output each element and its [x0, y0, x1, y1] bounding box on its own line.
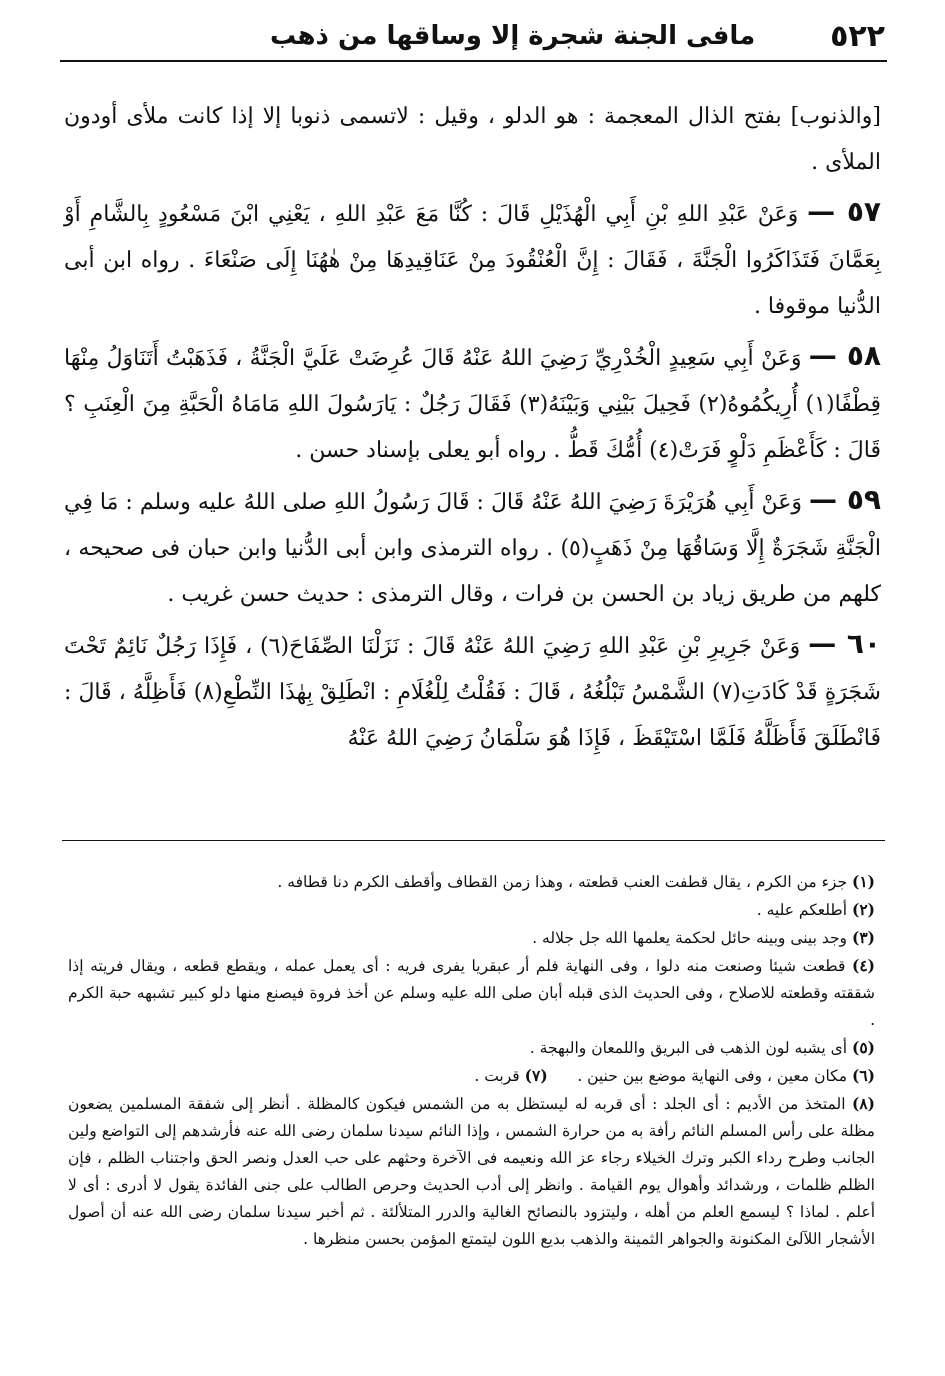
- footnote-text: وجد بينى وبينه حائل لحكمة يعلمها الله جل جلاله .: [532, 929, 848, 947]
- main-text: [64, 94, 881, 765]
- hadith-text: وَعَنْ أَبِي سَعِيدٍ الْخُدْرِيِّ رَضِيَ اللهُ عَنْهُ قَالَ عُرِضَتْ عَلَيَّ الْجَنَّةُ ، فَذَهَبْتُ أَتَنَاوَلُ مِنْهَا قِطْفًا(١) أُرِيكُمُوهُ(٢) فَحِيلَ بَيْنِي وَبَيْنَهُ(٣) فَقَالَ رَجُلٌ : يَارَسُولَ اللهِ مَامَاهُ الْحَبَّةِ مِنَ الْعِنَبِ ؟ قَالَ : كَأَعْظَمِ دَلْوٍ فَرَتْ(٤) أُمُّكَ قَطُّ . رواه أبو يعلى بإسناد حسن .: [64, 346, 881, 463]
- footnotes: [68, 868, 875, 1253]
- footnote-4: [68, 952, 875, 1034]
- footnote-number: (٧): [524, 1066, 548, 1085]
- footnote-text: مكان معين ، وفى النهاية موضع بين حنين .: [577, 1067, 848, 1085]
- hadith-number: ٥٨ —: [808, 339, 882, 372]
- hadith-text: وَعَنْ أَبِي هُرَيْرَةَ رَضِيَ اللهُ عَنْهُ قَالَ : قَالَ رَسُولُ اللهِ صلى اللهُ عليه وسلم : مَا فِي الْجَنَّةِ شَجَرَةٌ إِلَّا وَسَاقُهَا مِنْ ذَهَبٍ(٥) . رواه الترمذى وابن أبى الدُّنيا وابن حبان فى صحيحه ، كلهم من طريق زياد بن الحسن بن فرات ، وقال الترمذى : حديث حسن غريب .: [64, 490, 881, 607]
- footnote-number: (٨): [851, 1094, 875, 1113]
- footnote-text: أطلعكم عليه .: [756, 901, 848, 919]
- footnote-6-7: [68, 1062, 875, 1090]
- page-header: [60, 18, 885, 54]
- running-title: مافى الجنة شجرة إلا وساقها من ذهب: [270, 21, 756, 51]
- footnote-1: [68, 868, 875, 896]
- footnote-text: أى يشبه لون الذهب فى البريق واللمعان والبهجة .: [529, 1039, 848, 1057]
- footnote-text: المتخذ من الأديم : أى الجلد : أى قربه له ليستظل به من الشمس فيكون كالمظلة . أنظر إلى شفقة المسلمين يضعون مظلة على رأس المسلم النائم رأفة به من حرارة الشمس ، وإذا النائم سيدنا سلمان رضى الله عنه فأرشدهم إلى التواضع ولين الجانب وطرح رداء الكبر وترك الخيلاء رجاء عز الله ونعيمه فى الآخرة وحثهم على حب العدل ونصر الحق واجتناب الظلم ، فإن الظلم ظلمات ، ورشدائد وأهوال يوم القيامة . وانظر إلى أدب الحديث وحرص الطالب على جنى الفائدة يقول لا أدرى : أى لا أعلم . لماذا ؟ ليسمع العلم من أهله ، وليتزود بالنصائح الغالية والدرر المتلألئة . ثم أخبر سيدنا سلمان رضى الله عنه أن أصول الأشجار اللآلئ المكنونة والجواهر الثمينة والذهب بديع اللون ليتمتع المؤمن بحسن منظرها .: [68, 1095, 875, 1248]
- footnote-number: (٣): [851, 928, 875, 947]
- footnote-text: قطعت شيئا وصنعت منه دلوا ، وفى النهاية فلم أر عبقريا يفرى فريه : أى يعمل عمله ، ويقطع قطعه ، ويقال فريته إذا شققته وقطعته للاصلاح ، وفى الحديث الذى قبله أبان صلى الله عليه وسلم عن أخذ فروة فيصنع منها دلو كبير تشبهه حبة الكرم .: [68, 957, 875, 1029]
- footnote-3: [68, 924, 875, 952]
- hadith-number: ٥٩ —: [809, 483, 881, 516]
- footnote-text: قربت .: [474, 1067, 520, 1085]
- intro-paragraph: [والذنوب] بفتح الذال المعجمة : هو الدلو ، وقيل : لاتسمى ذنوبا إلا إذا كانت ملأى أودون الملأى .: [64, 104, 881, 175]
- footnote-number: (١): [851, 872, 875, 891]
- footnote-number: (٥): [851, 1038, 875, 1057]
- footnote-number: (٤): [851, 956, 875, 975]
- hadith-59: [64, 477, 881, 618]
- footnote-number: (٢): [851, 900, 875, 919]
- hadith-58: [64, 333, 881, 474]
- page-number: ٥٢٢: [830, 18, 885, 54]
- footnote-5: [68, 1034, 875, 1062]
- hadith-number: ٥٧ —: [807, 195, 882, 228]
- footnote-number: (٦): [851, 1066, 875, 1085]
- hadith-text: وَعَنْ عَبْدِ اللهِ بْنِ أَبِي الْهُذَيْلِ قَالَ : كُنَّا مَعَ عَبْدِ اللهِ ، يَعْنِي ابْنَ مَسْعُودٍ بِالشَّامِ أَوْ بِعَمَّانَ فَتَذَاكَرُوا الْجَنَّةَ ، فَقَالَ : إِنَّ الْعُنْقُودَ مِنْ عَنَاقِيدِهَا مِنْ هٰهُنَا إِلَى صَنْعَاءَ . رواه ابن أبى الدُّنيا موقوفا .: [64, 202, 881, 319]
- footnote-text: جزء من الكرم ، يقال قطفت العنب قطعته ، وهذا زمن القطاف وأقطف الكرم دنا قطافه .: [277, 873, 848, 891]
- hadith-number: ٦٠ —: [808, 627, 882, 660]
- footnote-separator: [62, 840, 885, 841]
- footnote-8: [68, 1090, 875, 1253]
- hadith-text: وَعَنْ جَرِيرِ بْنِ عَبْدِ اللهِ رَضِيَ اللهُ عَنْهُ قَالَ : نَزَلْنَا الصِّفَاحَ(٦) ، فَإِذَا رَجُلٌ نَائِمٌ تَحْتَ شَجَرَةٍ قَدْ كَادَتِ(٧) الشَّمْسُ تَبْلُغُهُ ، قَالَ : فَقُلْتُ لِلْغُلَامِ : انْطَلِقْ بِهٰذَا النِّطْعِ(٨) فَأَظِلَّهُ ، قَالَ : فَانْطَلَقَ فَأَظَلَّهُ فَلَمَّا اسْتَيْقَظَ ، فَإِذَا هُوَ سَلْمَانُ رَضِيَ اللهُ عَنْهُ: [64, 634, 881, 751]
- hadith-60: [64, 621, 881, 762]
- header-rule: [60, 60, 887, 62]
- footnote-2: [68, 896, 875, 924]
- hadith-57: [64, 189, 881, 330]
